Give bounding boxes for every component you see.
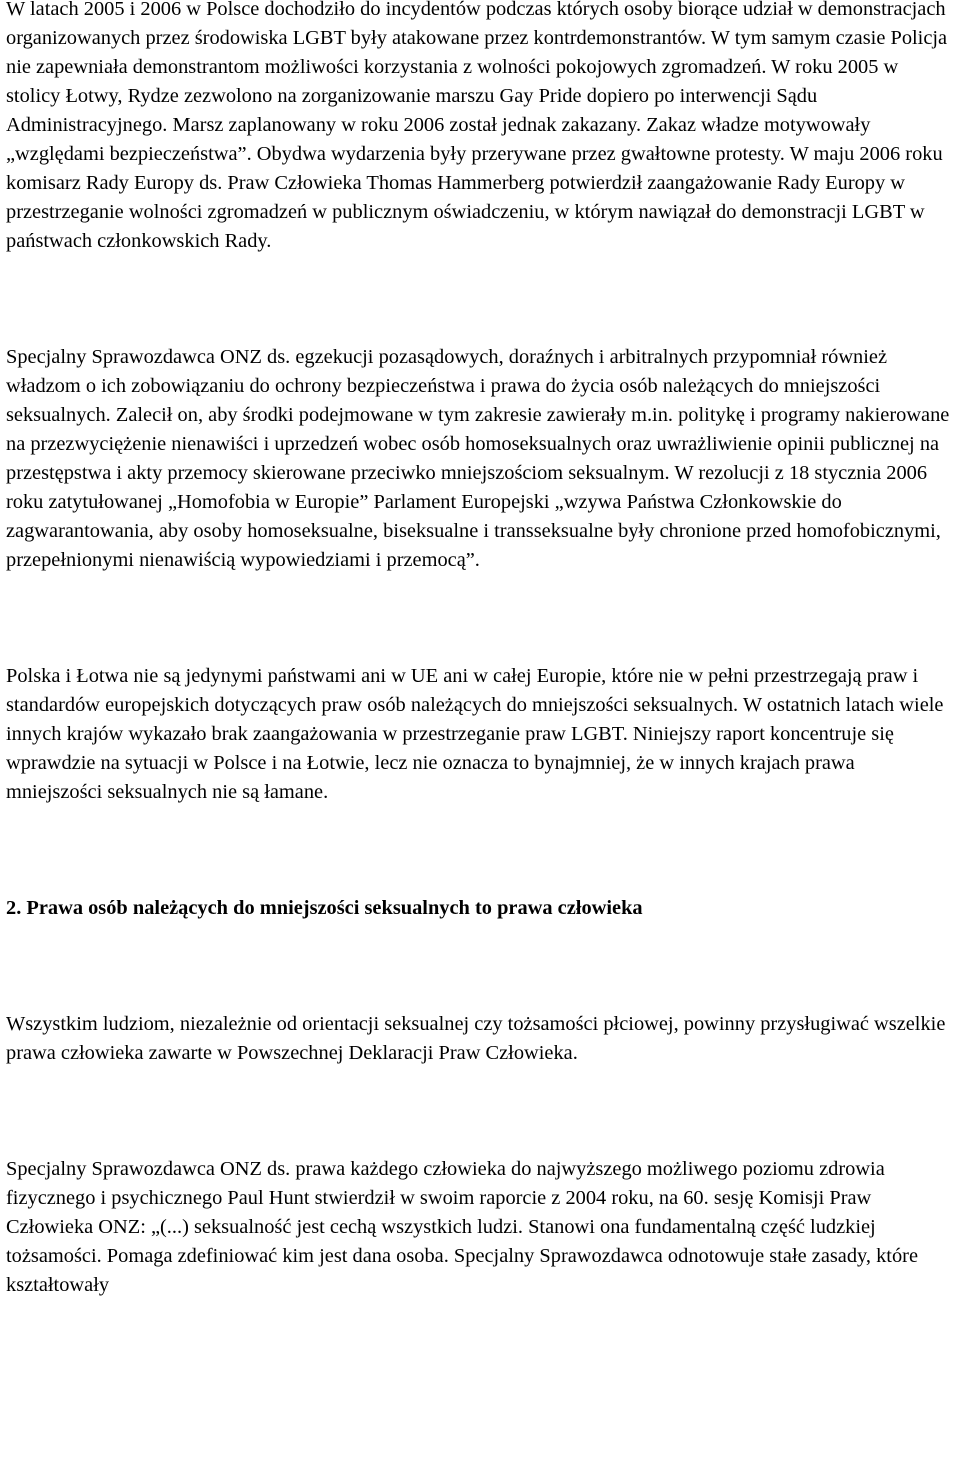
- paragraph-poland-latvia: Polska i Łotwa nie są jedynymi państwami ani w UE ani w całej Europie, które nie w pełni przestrzegają praw i standardów europejskich dotyczących praw osób należących do mniejszości seksualnych. W ostatnich latach wiele innych krajów wykazało brak zaangażowania w przestrzeganie praw LGBT. Niniejszy raport koncentruje się wprawdzie na sytuacji w Polsce i na Łotwie, lecz nie oznacza to bynajmniej, że w innych krajach prawa mniejszości seksualnych nie są łamane.: [6, 665, 944, 803]
- paragraph-spacer: [6, 1068, 954, 1155]
- paragraph-spacer: [6, 575, 954, 662]
- paragraph-spacer: [6, 923, 954, 1010]
- paragraph-spacer: [6, 807, 954, 894]
- document-page: [6, 0, 954, 1300]
- paragraph-lgbt-demonstrations: W latach 2005 i 2006 w Polsce dochodziło do incydentów podczas których osoby biorące udział w demonstracjach organizowanych przez środowiska LGBT były atakowane przez kontrdemonstrantów. W tym samym czasie Policja nie zapewniała demonstrantom możliwości korzystania z wolności pokojowych zgromadzeń. W roku 2005 w stolicy Łotwy, Rydze zezwolono na zorganizowanie marszu Gay Pride dopiero po interwencji Sądu Administracyjnego. Marsz zaplanowany w roku 2006 został jednak zakazany. Zakaz władze motywowały „względami bezpieczeństwa”. Obydwa wydarzenia były przerywane przez gwałtowne protesty. W maju 2006 roku komisarz Rady Europy ds. Praw Człowieka Thomas Hammerberg potwierdził zaangażowanie Rady Europy w przestrzeganie wolności zgromadzeń w publicznym oświadczeniu, w którym nawiązał do demonstracji LGBT w państwach członkowskich Rady.: [6, 0, 948, 252]
- paragraph-universal-declaration: Wszystkim ludziom, niezależnie od orientacji seksualnej czy tożsamości płciowej, powinny przysługiwać wszelkie prawa człowieka zawarte w Powszechnej Deklaracji Praw Człowieka.: [6, 1013, 946, 1064]
- section-heading: 2. Prawa osób należących do mniejszości seksualnych to prawa człowieka: [6, 897, 643, 919]
- paragraph-un-rapporteur-executions: Specjalny Sprawozdawca ONZ ds. egzekucji pozasądowych, doraźnych i arbitralnych przypomniał również władzom o ich zobowiązaniu do ochrony bezpieczeństwa i prawa do życia osób należących do mniejszości seksualnych. Zalecił on, aby środki podejmowane w tym zakresie zawierały m.in. politykę i programy nakierowane na przezwyciężenie nienawiści i uprzedzeń wobec osób homoseksualnych oraz uwrażliwienie opinii publicznej na przestępstwa i akty przemocy skierowane przeciwko mniejszościom seksualnym. W rezolucji z 18 stycznia 2006 roku zatytułowanej „Homofobia w Europie” Parlament Europejski „wzywa Państwa Członkowskie do zagwarantowania, aby osoby homoseksualne, biseksualne i transseksualne były chronione przed homofobicznymi, przepełnionymi nienawiścią wypowiedziami i przemocą”.: [6, 346, 950, 571]
- paragraph-un-rapporteur-health: Specjalny Sprawozdawca ONZ ds. prawa każdego człowieka do najwyższego możliwego poziomu zdrowia fizycznego i psychicznego Paul Hunt stwierdził w swoim raporcie z 2004 roku, na 60. sesję Komisji Praw Człowieka ONZ: „(...) seksualność jest cechą wszystkich ludzi. Stanowi ona fundamentalną część ludzkiej tożsamości. Pomaga zdefiniować kim jest dana osoba. Specjalny Sprawozdawca odnotowuje stałe zasady, które kształtowały: [6, 1158, 919, 1296]
- paragraph-spacer: [6, 256, 954, 343]
